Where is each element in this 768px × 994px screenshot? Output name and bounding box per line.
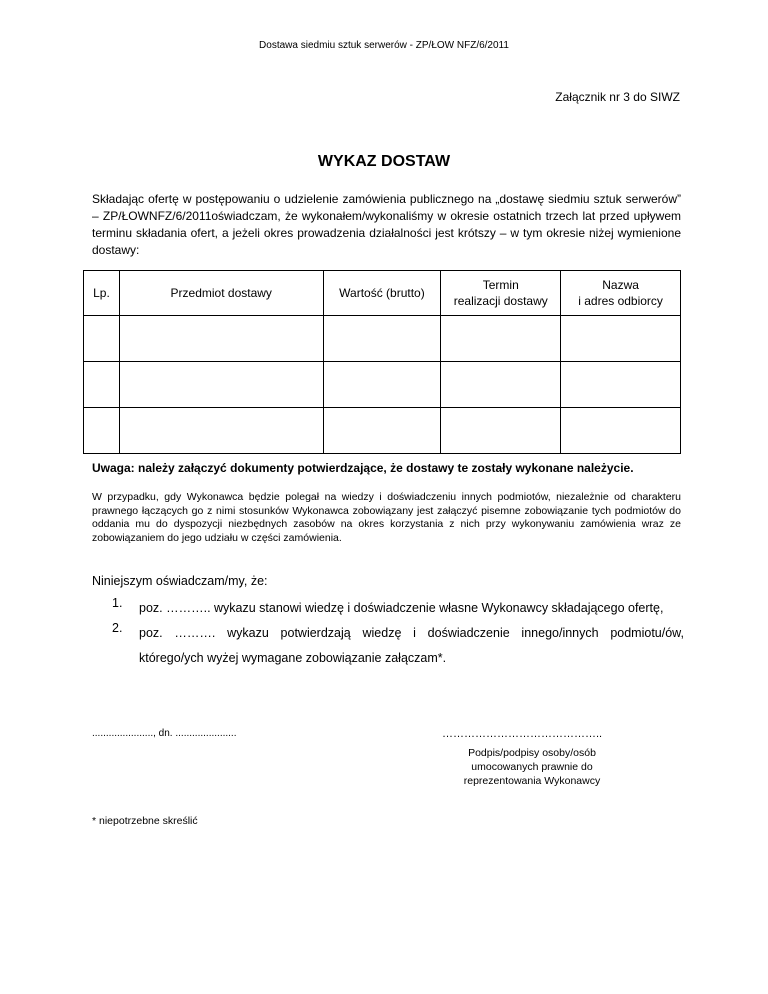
table-cell[interactable]: [119, 316, 323, 362]
column-header-subject: Przedmiot dostawy: [119, 271, 323, 316]
signature-label: [442, 746, 622, 788]
column-header-recipient: Nazwa i adres odbiorcy: [561, 271, 681, 316]
table-cell[interactable]: [561, 362, 681, 408]
signature-label-line: reprezentowania Wykonawcy: [463, 775, 601, 787]
table-cell[interactable]: [323, 362, 441, 408]
list-item-number: 2.: [112, 621, 123, 635]
intro-paragraph: Składając ofertę w postępowaniu o udzielenie zamówienia publicznego na „dostawę siedmiu sztuk serwerów” – ZP/ŁOWNFZ/6/2011oświadczam, że wykonałem/wykonaliśmy w okresie ostatnich trzech lat przed upływem terminu składania ofert, a jeżeli okres prowadzenia działalności jest krótszy – w tym okresie niżej wymienione dostawy:: [92, 192, 681, 257]
column-header-lp: Lp.: [84, 271, 120, 316]
table-row: [84, 316, 681, 362]
document-title: WYKAZ DOSTAW: [317, 153, 451, 170]
signature-label-line: Podpis/podpisy osoby/osób: [468, 747, 596, 759]
table-cell[interactable]: [323, 316, 441, 362]
running-header: Dostawa siedmiu sztuk serwerów - ZP/ŁOW NFZ/6/2011: [259, 40, 509, 51]
footnote: * niepotrzebne skreślić: [92, 815, 198, 827]
table-cell[interactable]: [84, 316, 120, 362]
table-cell[interactable]: [441, 408, 561, 454]
attachment-label: Załącznik nr 3 do SIWZ: [555, 90, 680, 104]
table-row: [84, 362, 681, 408]
table-row: [84, 408, 681, 454]
list-item-text: poz. ……….. wykazu stanowi wiedzę i doświadczenie własne Wykonawcy składającego ofertę,: [139, 601, 664, 615]
note-text: Uwaga: należy załączyć dokumenty potwierdzające, że dostawy te zostały wykonane należycie.: [92, 461, 634, 475]
signature-line: ……………………………………..: [442, 728, 603, 740]
column-header-value: Wartość (brutto): [323, 271, 441, 316]
table-cell[interactable]: [119, 362, 323, 408]
column-header-date: Termin realizacji dostawy: [441, 271, 561, 316]
deliveries-table: [83, 270, 681, 454]
table-cell[interactable]: [441, 316, 561, 362]
conditions-paragraph: W przypadku, gdy Wykonawca będzie polegał na wiedzy i doświadczeniu innych podmiotów, niezależnie od charakteru prawnego łączących go z nimi stosunków Wykonawca zobowiązany jest załączyć pisemne zobowiązanie tych podmiotów do oddania mu do dyspozycji niezbędnych zasobów na okres korzystania z nich przy wykonywaniu zamówienia wraz ze zobowiązaniem do jego udziału w części zamówienia.: [92, 491, 681, 544]
place-date-line: ......................, dn. ......................: [92, 728, 237, 739]
signature-label-line: umocowanych prawnie do: [471, 761, 593, 773]
table-cell[interactable]: [323, 408, 441, 454]
list-item-text: poz. ………. wykazu potwierdzają wiedzę i doświadczenie innego/innych podmiotu/ów, którego/ych wyżej wymagane zobowiązanie załączam*.: [139, 626, 684, 665]
table-cell[interactable]: [561, 408, 681, 454]
declaration-text: Niniejszym oświadczam/my, że:: [92, 574, 268, 588]
table-cell[interactable]: [561, 316, 681, 362]
table-cell[interactable]: [84, 408, 120, 454]
table-cell[interactable]: [119, 408, 323, 454]
table-cell[interactable]: [441, 362, 561, 408]
table-cell[interactable]: [84, 362, 120, 408]
table-header-row: [84, 271, 681, 316]
list-item-number: 1.: [112, 596, 123, 610]
